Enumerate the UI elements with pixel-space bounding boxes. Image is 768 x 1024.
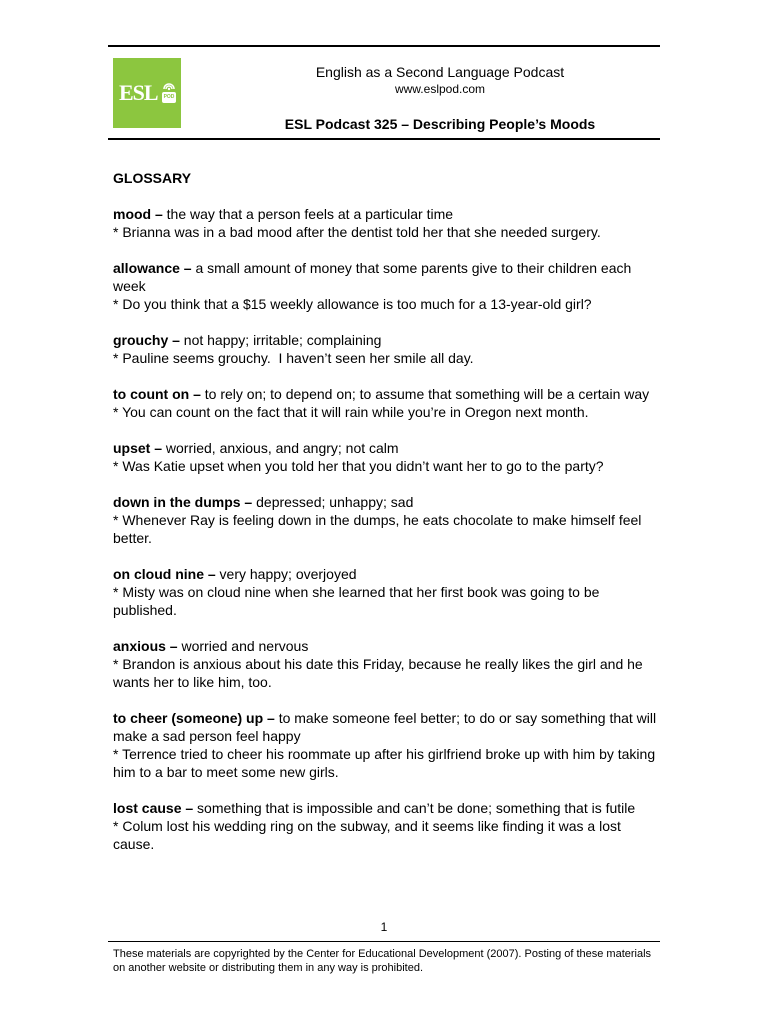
glossary-entry (113, 385, 661, 421)
glossary-term: upset – (113, 440, 163, 456)
footer-rule (108, 941, 660, 942)
glossary-definition: depressed; unhappy; sad (252, 494, 414, 510)
glossary-term: to count on – (113, 386, 201, 402)
glossary-term: down in the dumps – (113, 494, 253, 510)
glossary-example: * Do you think that a $15 weekly allowance is too much for a 13-year-old girl? (113, 296, 592, 312)
glossary-definition: worried, anxious, and angry; not calm (162, 440, 399, 456)
entry-definition-line (113, 205, 661, 223)
glossary-entry (113, 259, 661, 313)
glossary-entry (113, 709, 661, 781)
entry-definition-line (113, 709, 661, 745)
copyright-footer: These materials are copyrighted by the Center for Educational Development (2007). Posting of these materials on another website or distributing them in any way is prohibited. (113, 948, 652, 974)
glossary-example: * You can count on the fact that it will rain while you’re in Oregon next month. (113, 404, 589, 420)
entry-definition-line (113, 385, 661, 403)
glossary-example: * Misty was on cloud nine when she learned that her first book was going to be published. (113, 584, 604, 618)
glossary-example: * Pauline seems grouchy. I haven’t seen her smile all day. (113, 350, 474, 366)
entry-definition-line (113, 799, 661, 817)
glossary-entry (113, 205, 661, 241)
entry-definition-line (113, 259, 661, 295)
glossary-entry (113, 799, 661, 853)
glossary-entry (113, 565, 661, 619)
glossary-section (113, 169, 661, 871)
glossary-definition: to make someone feel better; to do or say something that will make a sad person feel happy (113, 710, 661, 744)
entry-definition-line (113, 493, 661, 511)
glossary-definition: something that is impossible and can’t be done; something that is futile (193, 800, 636, 816)
glossary-definition: the way that a person feels at a particular time (162, 206, 454, 222)
glossary-heading: GLOSSARY (113, 170, 192, 186)
glossary-definition: not happy; irritable; complaining (179, 332, 382, 348)
entry-definition-line (113, 331, 661, 349)
glossary-term: anxious – (113, 638, 178, 654)
page-number: 1 (380, 920, 388, 934)
glossary-term: mood – (113, 206, 163, 222)
glossary-term: grouchy – (113, 332, 180, 348)
glossary-definition: very happy; overjoyed (215, 566, 357, 582)
glossary-example: * Terrence tried to cheer his roommate up after his girlfriend broke up with him by taking him to a bar to meet some new girls. (113, 746, 660, 780)
glossary-entry (113, 493, 661, 547)
header-top-rule (108, 45, 660, 47)
glossary-term: to cheer (someone) up – (113, 710, 275, 726)
glossary-example: * Whenever Ray is feeling down in the dumps, he eats chocolate to make himself feel better. (113, 512, 646, 546)
glossary-definition: worried and nervous (177, 638, 309, 654)
eslpod-logo-icon (113, 58, 181, 128)
entry-definition-line (113, 439, 661, 457)
glossary-example: * Brianna was in a bad mood after the dentist told her that she needed surgery. (113, 224, 601, 240)
logo-pod-label: POD (162, 92, 176, 103)
logo-text: ESL (119, 80, 158, 105)
header-bottom-rule (108, 138, 660, 140)
glossary-term: lost cause – (113, 800, 194, 816)
glossary-term: on cloud nine – (113, 566, 216, 582)
glossary-example: * Brandon is anxious about his date this Friday, because he really likes the girl and he wants her to like him, too. (113, 656, 647, 690)
glossary-definition: a small amount of money that some parents give to their children each week (113, 260, 636, 294)
broadcast-waves-icon (162, 79, 176, 91)
glossary-entries (113, 205, 661, 853)
entry-definition-line (113, 565, 661, 583)
glossary-term: allowance – (113, 260, 192, 276)
glossary-entry (113, 331, 661, 367)
glossary-entry (113, 637, 661, 691)
episode-title: ESL Podcast 325 – Describing People’s Moods (284, 116, 596, 132)
entry-definition-line (113, 637, 661, 655)
site-title: English as a Second Language Podcast (315, 64, 565, 80)
glossary-example: * Was Katie upset when you told her that you didn’t want her to go to the party? (113, 458, 604, 474)
glossary-entry (113, 439, 661, 475)
glossary-example: * Colum lost his wedding ring on the subway, and it seems like finding it was a lost cause. (113, 818, 625, 852)
glossary-definition: to rely on; to depend on; to assume that something will be a certain way (200, 386, 650, 402)
site-url: www.eslpod.com (394, 82, 486, 96)
